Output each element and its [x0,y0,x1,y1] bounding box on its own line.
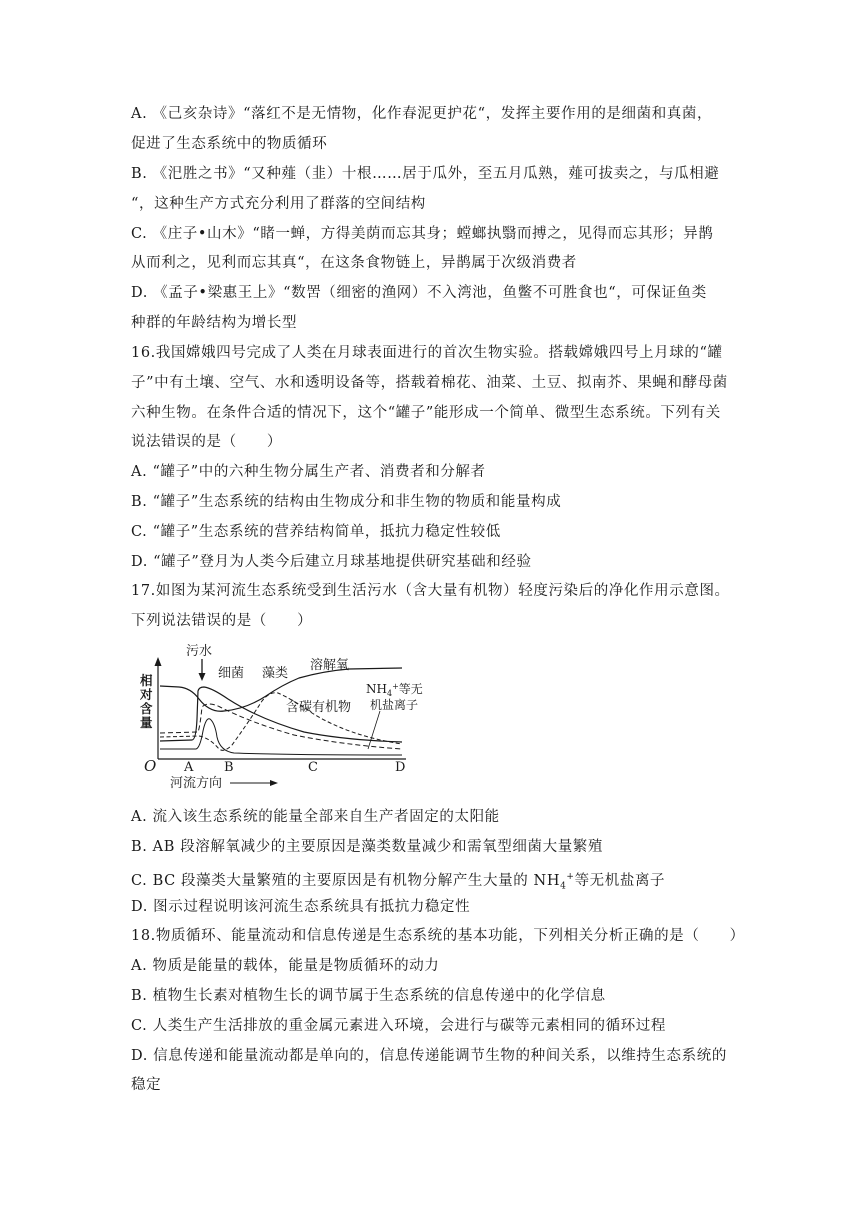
y-label-char-1: 相 [140,673,153,688]
label-nh4-sub: 4 [386,689,393,698]
q18-option-a: A. 物质是能量的载体，能量是物质循环的动力 [131,958,440,974]
label-point-b: B [224,760,234,775]
q16-option-d: D. “罐子”登月为人类今后建立月球基地提供研究基础和经验 [131,554,532,570]
q17-option-c-sub: 4 [560,881,567,892]
q18-option-b: B. 植物生长素对植物生长的调节属于生态系统的信息传递中的化学信息 [131,988,606,1004]
q15-option-a-line2: 促进了生态系统中的物质循环 [131,136,328,152]
label-organic-carbon-text: 含碳有机物 [286,700,352,715]
river-direction-arrowhead [270,780,278,786]
q18-option-d-line1: D. 信息传递和能量流动都是单向的，信息传递能调节生物的种间关系，以维持生态系统的 [131,1048,727,1064]
q18-option-c: C. 人类生产生活排放的重金属元素进入环境，会进行与碳等元素相同的循环过程 [131,1018,666,1034]
q17-option-c [131,867,665,897]
label-origin: O [144,757,157,775]
q18-stem: 18.物质循环、能量流动和信息传递是生态系统的基本功能，下列相关分析正确的是（ ） [131,928,745,944]
q17-option-c-tail: 等无机盐离子 [574,872,666,889]
q16-stem-line2: 子”中有土壤、空气、水和透明设备等，搭载着棉花、油菜、土豆、拟南芥、果蝇和酵母菌 [131,375,728,391]
q18-option-d-line2: 稳定 [131,1077,162,1093]
q17-option-d: D. 图示过程说明该河流生态系统具有抵抗力稳定性 [131,899,471,915]
q17-option-b: B. AB 段溶解氧减少的主要原因是藻类数量减少和需氧型细菌大量繁殖 [131,839,604,855]
label-dissolved-oxygen: 溶解氧 [310,658,350,673]
label-point-c: C [308,760,318,775]
label-point-d: D [395,760,406,775]
q16-option-c: C. “罐子”生态系统的营养结构简单，抵抗力稳定性较低 [131,524,501,540]
q15-option-d-line1: D. 《孟子•梁惠王上》“数罟（细密的渔网）不入湾池，鱼鳖不可胜食也“，可保证鱼类 [131,285,707,301]
y-label-char-2: 对 [140,687,153,702]
q16-option-a: A. “罐子”中的六种生物分属生产者、消费者和分解者 [131,464,486,480]
q16-stem-line3: 六种生物。在条件合适的情况下，这个“罐子”能形成一个简单、微型生态系统。下列有关 [131,405,721,421]
label-algae: 藻类 [262,666,289,681]
y-label-char-3: 含 [140,701,153,716]
q15-option-d-line2: 种群的年龄结构为增长型 [131,315,298,331]
y-axis-arrowhead [155,657,162,666]
q15-option-c-line2: 从而利之，见利而忘其真“，在这条食物链上，异鹊属于次级消费者 [131,255,577,271]
q15-option-a-line1: A. 《己亥杂诗》“落红不是无情物，化作春泥更护花“，发挥主要作用的是细菌和真菌， [131,106,713,122]
q15-option-b-line2: “，这种生产方式充分利用了群落的空间结构 [131,196,426,212]
y-label-char-4: 量 [140,715,153,730]
sewage-arrowhead [199,673,206,681]
y-axis-label [139,673,157,730]
q16-stem-line1: 16.我国嫦娥四号完成了人类在月球表面进行的首次生物实验。搭载嫦娥四号上月球的“罐 [131,345,723,361]
q16-stem-line4: 说法错误的是（ ） [131,434,282,450]
label-organic-carbon [286,699,351,715]
label-nh4-b: 等无 [398,682,423,696]
label-point-a: A [184,760,194,775]
q15-option-c-line1: C. 《庄子•山木》“睹一蝉，方得美荫而忘其身；螳螂执翳而搏之，见得而忘其形；异鹊 [131,226,714,242]
label-sewage: 污水 [186,644,213,659]
q17-stem-line1: 17.如图为某河流生态系统受到生活污水（含大量有机物）轻度污染后的净化作用示意图。 [131,583,730,599]
label-nh4-a: NH [366,682,387,696]
q17-option-a: A. 流入该生态系统的能量全部来自生产者固定的太阳能 [131,809,500,825]
q15-option-b-line1: B. 《汜胜之书》“又种薤（韭）十根……居于瓜外，至五月瓜熟，薤可拔卖之，与瓜相避 [131,166,720,182]
river-purification-diagram [140,641,424,791]
label-bacteria: 细菌 [218,666,245,681]
q17-option-c-sup: + [566,872,575,882]
q17-stem-line2: 下列说法错误的是（ ） [131,613,313,629]
nh4-leader-line [368,711,380,749]
x-axis-label: 河流方向 [170,776,223,791]
q16-option-b: B. “罐子”生态系统的结构由生物成分和非生物的物质和能量构成 [131,494,562,510]
label-nh4-sup: + [392,682,399,691]
label-nh4 [366,682,423,698]
q17-option-c-text: C. BC 段藻类大量繁殖的主要原因是有机物分解产生大量的 NH [131,872,561,889]
label-inorganic-ions: 机盐离子 [370,698,419,712]
